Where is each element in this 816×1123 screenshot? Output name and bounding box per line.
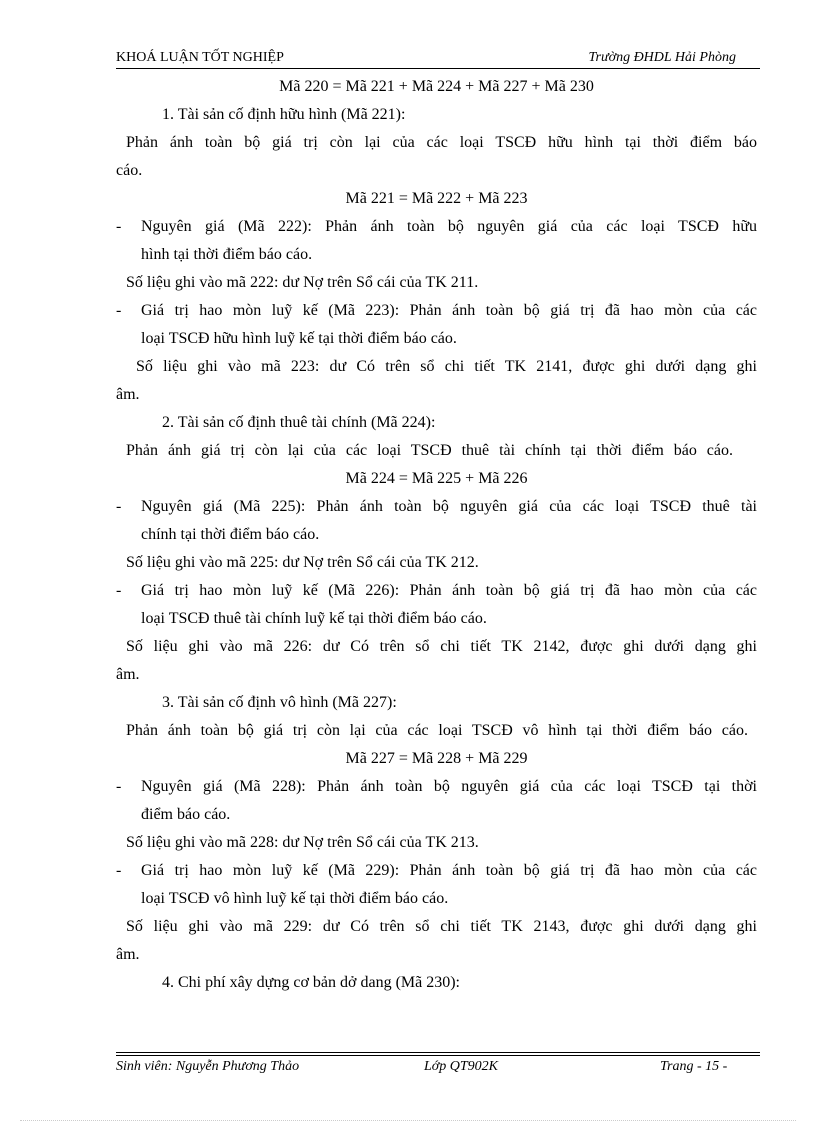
paragraph-line: âm.: [116, 666, 140, 683]
header-thesis-title: KHOÁ LUẬN TỐT NGHIỆP: [116, 50, 284, 65]
paragraph-line: Số liệu ghi vào mã 228: dư Nợ trên Sổ cái của TK 213.: [126, 834, 479, 851]
paragraph-line: cáo.: [116, 162, 143, 179]
paragraph-line: [116, 439, 757, 463]
bullet-item: [116, 495, 757, 519]
footer-class: Lớp QT902K: [424, 1059, 498, 1074]
bullet-dash: -: [116, 778, 122, 795]
paragraph-line: âm.: [116, 946, 140, 963]
bullet-dash: -: [116, 498, 122, 515]
bullet-item: [116, 299, 757, 323]
formula-line: Mã 224 = Mã 225 + Mã 226: [345, 470, 528, 487]
bullet-dash: -: [116, 862, 122, 879]
bullet-text: Nguyên giá (Mã 228): Phản ánh toàn bộ nguyên giá của các loại TSCĐ tại thời: [141, 778, 757, 795]
footer-student: Sinh viên: Nguyễn Phương Thảo: [116, 1059, 300, 1074]
paragraph-line: âm.: [116, 386, 140, 403]
bullet-continuation: điểm báo cáo.: [141, 806, 231, 823]
section-heading: 2. Tài sản cố định thuê tài chính (Mã 224):: [162, 414, 436, 431]
page-header: [116, 50, 760, 70]
paragraph-text: Phản ánh toàn bộ giá trị còn lại của các loại TSCĐ hữu hình tại thời điểm báo: [126, 134, 757, 151]
formula-line: Mã 227 = Mã 228 + Mã 229: [345, 750, 528, 767]
paragraph-text: Số liệu ghi vào mã 223: dư Có trên sổ chi tiết TK 2141, được ghi dưới dạng ghi: [136, 358, 757, 375]
bullet-item: [116, 775, 757, 799]
formula-line: Mã 220 = Mã 221 + Mã 224 + Mã 227 + Mã 230: [279, 78, 594, 95]
header-rule: [116, 68, 760, 69]
bullet-item: [116, 859, 757, 883]
paragraph-text: Số liệu ghi vào mã 226: dư Có trên sổ chi tiết TK 2142, được ghi dưới dạng ghi: [126, 638, 757, 655]
bullet-continuation: loại TSCĐ hữu hình luỹ kế tại thời điểm báo cáo.: [141, 330, 457, 347]
formula-line: Mã 221 = Mã 222 + Mã 223: [345, 190, 528, 207]
paragraph-text: Số liệu ghi vào mã 229: dư Có trên sổ chi tiết TK 2143, được ghi dưới dạng ghi: [126, 918, 757, 935]
section-heading: 3. Tài sản cố định vô hình (Mã 227):: [162, 694, 397, 711]
paragraph-line: [116, 131, 757, 155]
bullet-continuation: loại TSCĐ thuê tài chính luỹ kế tại thời điểm báo cáo.: [141, 610, 487, 627]
section-heading: 4. Chi phí xây dựng cơ bản dở dang (Mã 230):: [162, 974, 460, 991]
bullet-continuation: chính tại thời điểm báo cáo.: [141, 526, 320, 543]
paragraph-line: Số liệu ghi vào mã 225: dư Nợ trên Sổ cái của TK 212.: [126, 554, 479, 571]
bullet-continuation: loại TSCĐ vô hình luỹ kế tại thời điểm báo cáo.: [141, 890, 449, 907]
section-heading: 1. Tài sản cố định hữu hình (Mã 221):: [162, 106, 406, 123]
paragraph-line: [116, 915, 757, 939]
bullet-item: [116, 215, 757, 239]
footer-rule: [116, 1055, 760, 1056]
paragraph-text: Phản ánh giá trị còn lại của các loại TSCĐ thuê tài chính tại thời điểm báo cáo.: [126, 442, 733, 459]
bullet-item: [116, 579, 757, 603]
header-university: Trường ĐHDL Hải Phòng: [588, 50, 736, 65]
bullet-text: Giá trị hao mòn luỹ kế (Mã 223): Phản ánh toàn bộ giá trị đã hao mòn của các: [141, 302, 757, 319]
paragraph-line: Số liệu ghi vào mã 222: dư Nợ trên Sổ cái của TK 211.: [126, 274, 479, 291]
bullet-dash: -: [116, 582, 122, 599]
paragraph-line: [116, 355, 757, 379]
bullet-text: Nguyên giá (Mã 222): Phản ánh toàn bộ nguyên giá của các loại TSCĐ hữu: [141, 218, 757, 235]
bullet-dash: -: [116, 302, 122, 319]
paragraph-line: [116, 635, 757, 659]
page-bottom-border: [20, 1120, 796, 1121]
paragraph-text: Phản ánh toàn bộ giá trị còn lại của các loại TSCĐ vô hình tại thời điểm báo cáo.: [126, 722, 748, 739]
bullet-text: Giá trị hao mòn luỹ kế (Mã 229): Phản ánh toàn bộ giá trị đã hao mòn của các: [141, 862, 757, 879]
paragraph-line: [116, 719, 757, 743]
footer-page-number: Trang - 15 -: [660, 1059, 728, 1074]
bullet-text: Nguyên giá (Mã 225): Phản ánh toàn bộ nguyên giá của các loại TSCĐ thuê tài: [141, 498, 757, 515]
bullet-continuation: hình tại thời điểm báo cáo.: [141, 246, 313, 263]
footer-rule: [116, 1052, 760, 1053]
bullet-text: Giá trị hao mòn luỹ kế (Mã 226): Phản ánh toàn bộ giá trị đã hao mòn của các: [141, 582, 757, 599]
bullet-dash: -: [116, 218, 122, 235]
